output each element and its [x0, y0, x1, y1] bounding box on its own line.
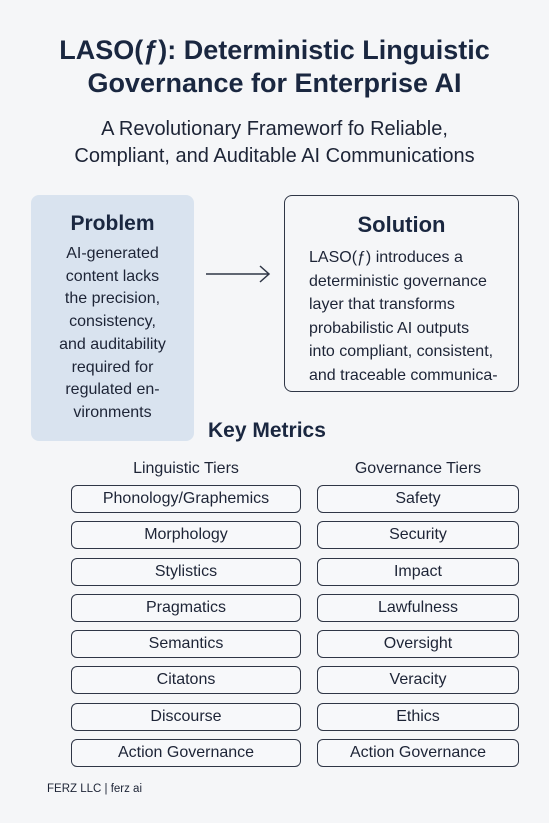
- linguistic-tiers-header: Linguistic Tiers: [133, 460, 239, 477]
- linguistic-tier-item: Citatons: [71, 666, 301, 694]
- problem-line: and auditability: [59, 335, 166, 353]
- governance-tier-item: Action Governance: [317, 739, 519, 767]
- solution-line: and traceable communica-: [309, 366, 498, 384]
- key-metrics-heading: Key Metrics: [208, 419, 326, 442]
- footer-credit: FERZ LLC | ferz ai: [47, 783, 143, 795]
- title-line-2: Governance for Enterprise AI: [87, 68, 462, 98]
- governance-tiers-list: [317, 485, 519, 775]
- linguistic-tier-item: Morphology: [71, 521, 301, 549]
- problem-text: [37, 243, 188, 425]
- governance-tier-item: Safety: [317, 485, 519, 513]
- page-subtitle: [0, 116, 549, 170]
- solution-line: into compliant, consistent,: [309, 343, 494, 360]
- problem-line: AI-generated: [66, 245, 159, 262]
- linguistic-tier-item: Stylistics: [71, 558, 301, 586]
- linguistic-tier-item: Pragmatics: [71, 594, 301, 622]
- solution-line: layer that transforms: [309, 296, 455, 313]
- governance-tiers-header: Governance Tiers: [354, 460, 482, 477]
- linguistic-tier-item: Action Governance: [71, 739, 301, 767]
- linguistic-tiers-list: [71, 485, 301, 775]
- solution-line: probabilistic AI outputs: [309, 319, 470, 337]
- problem-line: regulated en-: [65, 381, 160, 399]
- solution-line: deterministic governance: [309, 272, 487, 290]
- solution-line: LASO(ƒ) introduces a: [309, 249, 463, 266]
- linguistic-tier-item: Discourse: [71, 703, 301, 731]
- subtitle-line-2: Compliant, and Auditable AI Communications: [74, 145, 475, 167]
- problem-title: Problem: [70, 212, 155, 235]
- problem-card: [31, 195, 194, 441]
- solution-text: [309, 246, 512, 387]
- problem-line: consistency,: [69, 313, 156, 331]
- subtitle-line-1: A Revolutionary Frameworf fo Reliable,: [101, 118, 448, 140]
- linguistic-tier-item: Phonology/Graphemics: [71, 485, 301, 513]
- solution-title: Solution: [357, 212, 446, 237]
- governance-tier-item: Impact: [317, 558, 519, 586]
- arrow-right-icon: [205, 264, 273, 284]
- title-line-1: LASO(ƒ): Deterministic Linguistic: [59, 35, 490, 65]
- linguistic-tier-item: Semantics: [71, 630, 301, 658]
- governance-tier-item: Ethics: [317, 703, 519, 731]
- page-title: [0, 34, 549, 100]
- governance-tier-item: Oversight: [317, 630, 519, 658]
- governance-tier-item: Security: [317, 521, 519, 549]
- problem-line: content lacks: [65, 267, 160, 285]
- problem-line: the precision,: [64, 290, 161, 308]
- governance-tier-item: Veracity: [317, 666, 519, 694]
- problem-line: vironments: [73, 403, 152, 421]
- problem-line: required for: [71, 358, 154, 376]
- governance-tier-item: Lawfulness: [317, 594, 519, 622]
- solution-card: [284, 195, 519, 392]
